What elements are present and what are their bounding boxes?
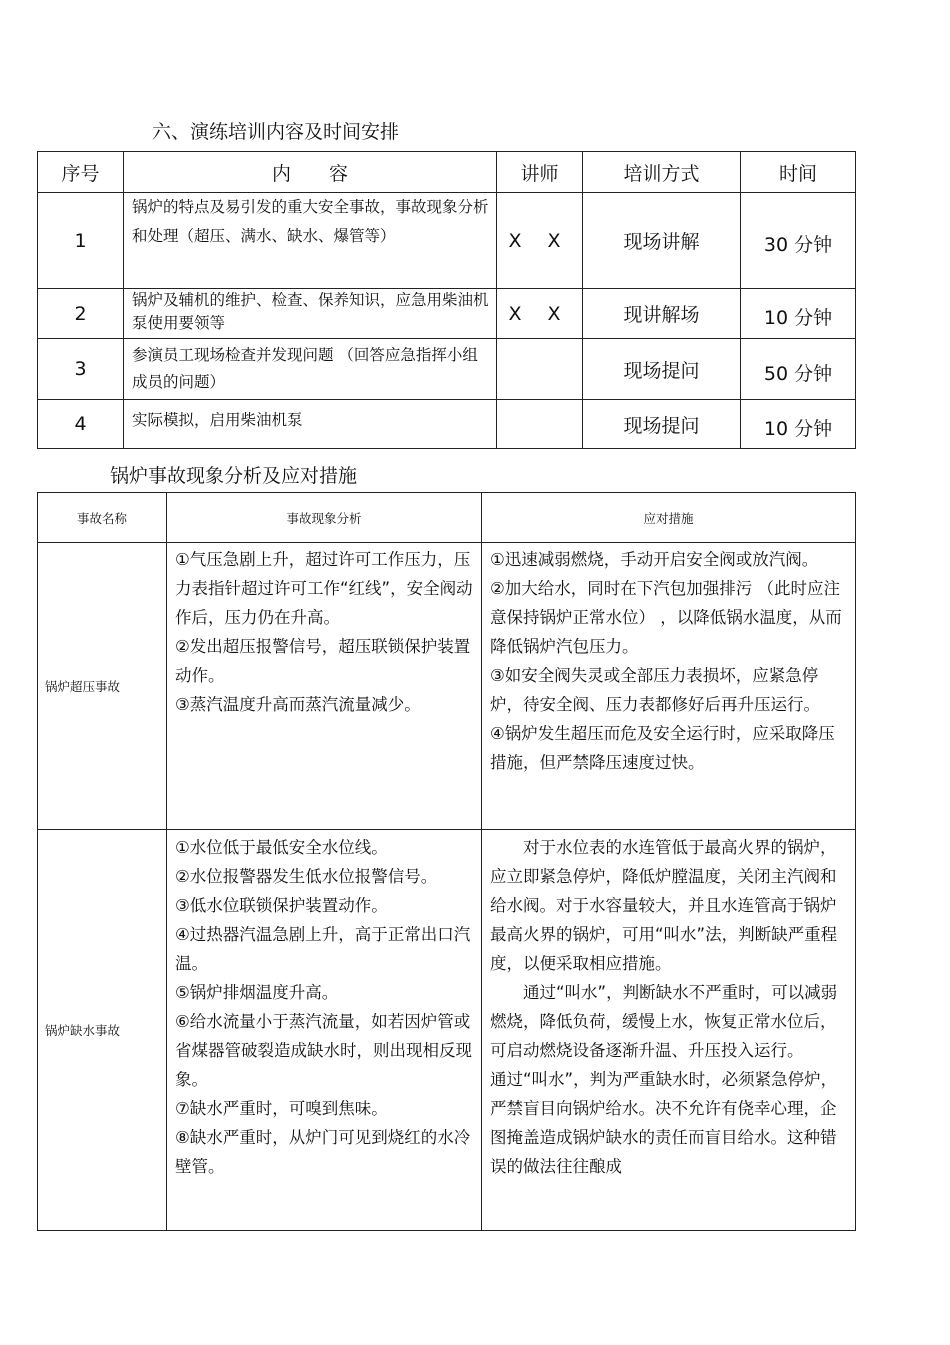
analysis-item: ④过热器汽温急剧上升，高于正常出口汽温。 (175, 925, 471, 973)
row-time: 50 分钟 (741, 339, 856, 400)
accident-analysis-table (37, 492, 856, 1231)
section-heading-training: 六、演练培训内容及时间安排 (152, 121, 400, 143)
analysis-item: ②发出超压报警信号，超压联锁保护装置动作。 (175, 637, 471, 685)
measure-paragraph: 通过“叫水”，判断缺水不严重时，可以减弱燃烧，降低负荷，缓慢上水，恢复正常水位后，可启动燃烧设备逐渐升温、升压投入运行。 (490, 983, 838, 1060)
analysis-item: ⑥给水流量小于蒸汽流量，如若因炉管或省煤器管破裂造成缺水时，则出现相反现象。 (175, 1012, 472, 1089)
row-no: 2 (38, 289, 124, 339)
analysis-item: ③低水位联锁保护装置动作。 (175, 896, 388, 915)
measure-item: ②加大给水，同时在下汽包加强排污 （此时应注意保持锅炉正常水位） ，以降低锅水温度，从而降低锅炉汽包压力。 (490, 579, 842, 656)
measures-cell (482, 543, 856, 830)
analysis-item: ⑦缺水严重时，可嗅到焦味。 (175, 1099, 388, 1118)
measures-cell (482, 830, 856, 1231)
measure-paragraph: 对于水位表的水连管低于最高火界的锅炉，应立即紧急停炉，降低炉膛温度，关闭主汽阀和给水阀。对于水容量较大，并且水连管高于锅炉最高火界的锅炉，可用“叫水”法，判断缺严重程度，以便采取相应措施。 (490, 838, 838, 973)
analysis-item: ①水位低于最低安全水位线。 (175, 838, 388, 857)
row-content: 参演员工现场检查并发现问题 （回答应急指挥小组成员的问题） (124, 339, 497, 400)
analysis-item: ③蒸汽温度升高而蒸汽流量减少。 (175, 695, 421, 714)
row-method: 现场提问 (583, 339, 741, 400)
row-no: 4 (38, 400, 124, 449)
header-accident-name: 事故名称 (38, 493, 167, 543)
table-header-row (38, 493, 856, 543)
table-row (38, 400, 856, 449)
measure-item: ④锅炉发生超压而危及安全运行时，应采取降压措施，但严禁降压速度过快。 (490, 724, 835, 772)
table-row (38, 543, 856, 830)
header-content: 内 容 (124, 152, 497, 193)
table-row (38, 339, 856, 400)
header-method: 培训方式 (583, 152, 741, 193)
row-time: 10 分钟 (741, 400, 856, 449)
accident-name: 锅炉超压事故 (38, 543, 167, 830)
row-lecturer: X X (497, 289, 583, 339)
analysis-cell (167, 543, 482, 830)
table-row (38, 289, 856, 339)
row-method: 现场提问 (583, 400, 741, 449)
row-method: 现场讲解 (583, 193, 741, 289)
row-content: 实际模拟，启用柴油机泵 (124, 400, 497, 449)
row-lecturer (497, 400, 583, 449)
section-heading-accidents: 锅炉事故现象分析及应对措施 (110, 465, 358, 487)
table-header-row (38, 152, 856, 193)
row-lecturer (497, 339, 583, 400)
training-schedule-table (37, 151, 856, 449)
header-time: 时间 (741, 152, 856, 193)
row-lecturer: X X (497, 193, 583, 289)
table-row (38, 830, 856, 1231)
header-no: 序号 (38, 152, 124, 193)
measure-paragraph: 通过“叫水”，判为严重缺水时，必须紧急停炉，严禁盲目向锅炉给水。决不允许有侥幸心理，企图掩盖造成锅炉缺水的责任而盲目给水。这种错误的做法往往酿成 (490, 1070, 838, 1176)
analysis-item: ⑧缺水严重时，从炉门可见到烧红的水冷壁管。 (175, 1128, 471, 1176)
header-lecturer: 讲师 (497, 152, 583, 193)
row-no: 1 (38, 193, 124, 289)
accident-name: 锅炉缺水事故 (38, 830, 167, 1231)
row-no: 3 (38, 339, 124, 400)
analysis-item: ⑤锅炉排烟温度升高。 (175, 983, 339, 1002)
analysis-cell (167, 830, 482, 1231)
row-content: 锅炉及辅机的维护、检查、保养知识，应急用柴油机泵使用要领等 (124, 289, 497, 339)
row-method: 现讲解场 (583, 289, 741, 339)
measure-item: ①迅速减弱燃烧，手动开启安全阀或放汽阀。 (490, 550, 819, 569)
measure-item: ③如安全阀失灵或全部压力表损坏，应紧急停炉，待安全阀、压力表都修好后再升压运行。 (490, 666, 820, 714)
header-analysis: 事故现象分析 (167, 493, 482, 543)
analysis-item: ②水位报警器发生低水位报警信号。 (175, 867, 438, 886)
row-time: 30 分钟 (741, 193, 856, 289)
analysis-item: ①气压急剧上升，超过许可工作压力，压力表指针超过许可工作“红线”，安全阀动作后，压力仍在升高。 (175, 550, 473, 627)
table-row (38, 193, 856, 289)
row-content: 锅炉的特点及易引发的重大安全事故，事故现象分析和处理（超压、满水、缺水、爆管等） (124, 193, 497, 289)
row-time: 10 分钟 (741, 289, 856, 339)
header-measures: 应对措施 (482, 493, 856, 543)
